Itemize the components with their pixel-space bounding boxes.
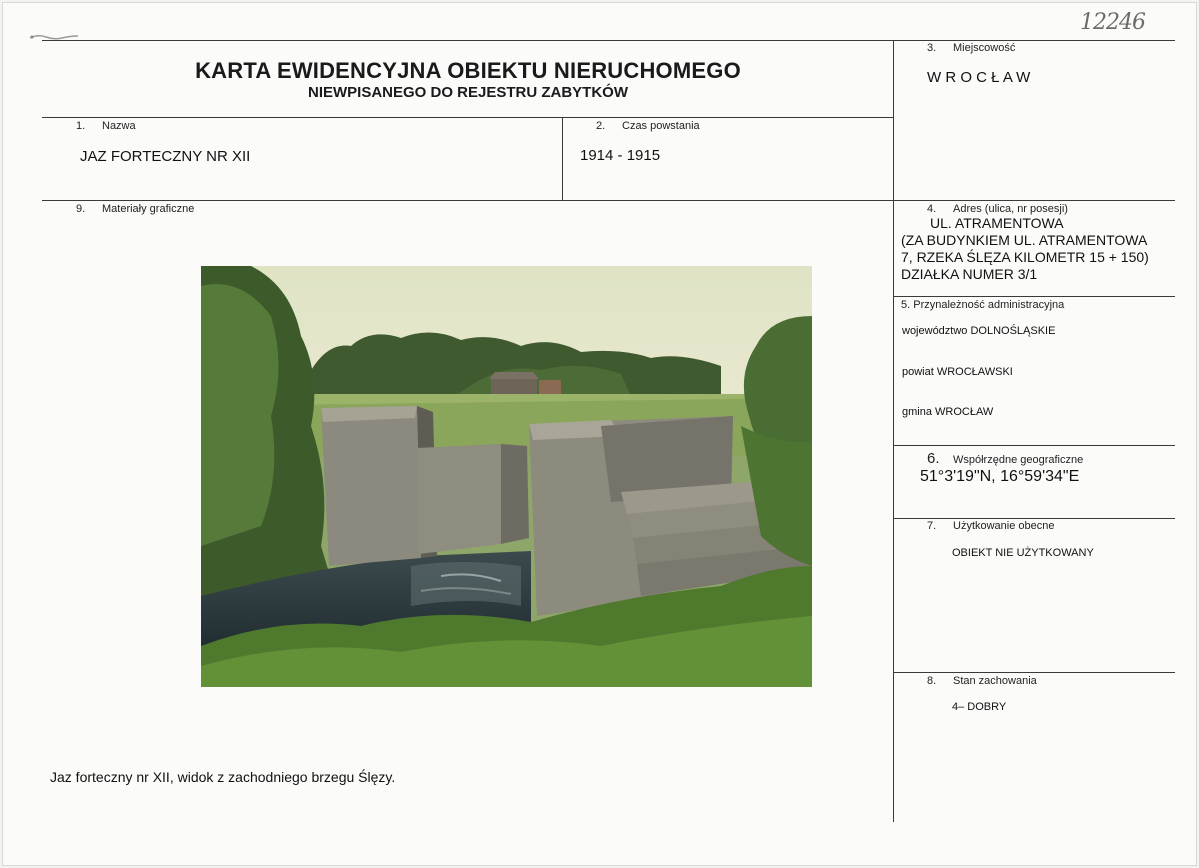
field-8-value: 4– DOBRY [952, 701, 1007, 713]
photo-caption: Jaz forteczny nr XII, widok z zachodniego brzegu Ślęzy. [50, 769, 396, 785]
rule-row1-bottom [42, 200, 1175, 201]
field-4-line-4: DZIAŁKA NUMER 3/1 [901, 266, 1038, 282]
card-subtitle: NIEWPISANEGO DO REJESTRU ZABYTKÓW [307, 84, 629, 101]
field-5-voivodeship: województwo DOLNOŚLĄSKIE [902, 325, 1056, 337]
field-4-line-1: UL. ATRAMENTOWA [930, 215, 1064, 231]
rule-right-column [893, 40, 894, 822]
field-9-label: 9. Materiały graficzne [76, 203, 195, 215]
rule-name-divider [562, 117, 563, 200]
rule-admin-bottom [893, 445, 1175, 446]
rule-usage-bottom [893, 672, 1175, 673]
field-5-commune: gmina WROCŁAW [902, 406, 994, 418]
field-2-label: 2. Czas powstania [596, 120, 700, 132]
field-2-value: 1914 - 1915 [580, 147, 661, 164]
record-card-sheet [2, 2, 1197, 866]
field-7-value: OBIEKT NIE UŻYTKOWANY [952, 547, 1094, 559]
field-6-label: 6. Współrzędne geograficzne [927, 450, 1084, 467]
field-4-line-2: (ZA BUDYNKIEM UL. ATRAMENTOWA [901, 232, 1148, 248]
field-3-value: W R O C Ł A W [927, 69, 1031, 86]
rule-header-bottom [42, 117, 893, 118]
field-3-label: 3. Miejscowość [927, 42, 1016, 54]
rule-coords-bottom [893, 518, 1175, 519]
handwritten-inventory-number: 12246 [1080, 10, 1145, 35]
field-1-value: JAZ FORTECZNY NR XII [80, 148, 251, 165]
field-7-label: 7. Użytkowanie obecne [927, 520, 1055, 532]
weir-photo [201, 266, 812, 687]
weir-photo-illustration [201, 266, 812, 687]
field-5-label: 5. Przynależność administracyjna [901, 299, 1065, 311]
field-5-county: powiat WROCŁAWSKI [902, 366, 1013, 378]
field-4-line-3: 7, RZEKA ŚLĘZA KILOMETR 15 + 150) [901, 249, 1149, 265]
rule-top [42, 40, 1175, 41]
field-4-label: 4. Adres (ulica, nr posesji) [927, 203, 1068, 215]
field-6-value: 51°3'19"N, 16°59'34"E [920, 468, 1080, 485]
card-title: KARTA EWIDENCYJNA OBIEKTU NIERUCHOMEGO [195, 58, 741, 83]
field-8-label: 8. Stan zachowania [927, 675, 1037, 687]
rule-address-bottom [893, 296, 1175, 297]
field-1-label: 1. Nazwa [76, 120, 136, 132]
